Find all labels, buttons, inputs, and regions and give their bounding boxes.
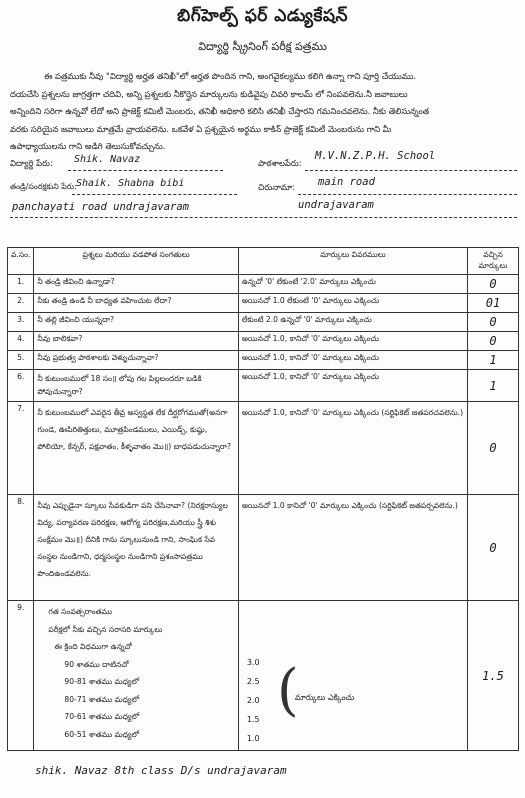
question-text: నీవు ఎప్పుడైనా స్కూలు సేవకుడిగా పని చేసినావా? (నిరక్షరాస్యుల విద్య, పర్యావరణ పరిరక్షణ, ఆరోగ్య పరిరక్షణ,మరియు స్త్రీ శిశు సంక్షేమం మొ॥) దీనికి గాను స్కూలునుండి గాని, సాంఘిక సేవ సంస్థల నుండిగాని, ధర్మసంస్థల నుండిగాని ప్రశంసాపత్రము పొందిఉండవలెను. bbox=[34, 495, 238, 601]
school-underline bbox=[305, 170, 517, 171]
question-text: నీ తండ్రి జీవించి ఉన్నాడా? bbox=[34, 275, 238, 294]
score-value: 2.0 bbox=[246, 696, 260, 705]
score-value: 1.5 bbox=[246, 715, 260, 724]
score-value: 3.0 bbox=[246, 658, 260, 667]
header-marks-obtained: వచ్చిన మార్కులు bbox=[468, 248, 519, 275]
address-underline bbox=[298, 194, 517, 195]
row-number: 9. bbox=[8, 601, 34, 751]
question-text: నీ కుటుంబములో ఎవరైన తీవ్ర అస్వస్థత లేక దీర్ఘరోగముతో(అనగా గుండె, ఊపిరితిత్తులు, మూత్రపిండములు, ఎయిడ్స్, కుష్ఠు, పోలియో, కేన్సర్, పక్షవాతం, కీళ్ళవాతం మొ॥) బాధపడుచున్నారా? bbox=[34, 402, 238, 495]
grade-line: 60-51 శాతము మధ్యలో bbox=[64, 729, 140, 739]
row-number: 1. bbox=[8, 275, 34, 294]
score-value: 1.0 bbox=[246, 734, 260, 743]
question-text bbox=[34, 601, 238, 751]
marks-obtained[interactable]: 0 bbox=[468, 332, 519, 351]
guardian-name-value[interactable]: Shaik. Shabna bibi bbox=[76, 178, 185, 189]
address-line2-underline bbox=[10, 217, 517, 218]
marks-obtained[interactable]: 0 bbox=[468, 495, 519, 601]
marks-instruction: మార్కులు ఎక్కించు bbox=[294, 693, 355, 702]
row-number: 6. bbox=[8, 370, 34, 402]
handwritten-footer: shik. Navaz 8th class D/s undrajavaram bbox=[35, 764, 287, 777]
grade-line: గత సంవత్సరాంతము bbox=[48, 607, 113, 616]
address-label: చిరునామా: bbox=[258, 182, 296, 192]
grade-line: 90-81 శాతము మధ్యలో bbox=[64, 677, 140, 686]
marks-obtained[interactable]: 1 bbox=[468, 351, 519, 370]
question-text: నీకు తండ్రి ఉండి నీ బాధ్యత వహించుట లేదా? bbox=[34, 294, 238, 313]
guardian-underline bbox=[72, 194, 237, 195]
form-title: బిగ్‌హెల్ప్ ఫర్ ఎడ్యుకేషన్ bbox=[177, 6, 348, 26]
guardian-label: తండ్రి/సంరక్షకుని పేరు: bbox=[10, 182, 77, 191]
screening-table bbox=[7, 247, 519, 751]
score-value: 2.5 bbox=[246, 677, 260, 686]
row-number: 8. bbox=[8, 495, 34, 601]
marks-rule: అయినచో 1.0, కానిచో '0' మార్కులు ఎక్కించు (సర్టిఫికెట్ జతపరచవలెను.) bbox=[238, 402, 467, 495]
header-marks-details: మార్కులు వివరములు bbox=[238, 248, 467, 275]
score-list bbox=[247, 653, 260, 748]
header-question: ప్రశ్నలు మరియు వడపోత సంగతులు bbox=[34, 248, 238, 275]
marks-rule: లేకుంటే 2.0 ఉన్నచో '0' మార్కులు ఎక్కించు bbox=[238, 313, 467, 332]
address-line3-value[interactable]: undrajavaram bbox=[298, 199, 374, 211]
address-line2-value[interactable]: panchayati road undrajavaram bbox=[12, 201, 190, 213]
marks-rule: అయినచో 1.0, కానిచో '0' మార్కులు ఎక్కించు bbox=[238, 370, 467, 402]
instructions bbox=[10, 68, 516, 156]
marks-obtained[interactable]: 1 bbox=[468, 370, 519, 402]
row-number: 5. bbox=[8, 351, 34, 370]
marks-obtained[interactable]: 0 bbox=[468, 313, 519, 332]
marks-rule: ఉన్నచో '0' లేకుంటే '2.0' మార్కులు ఎక్కించు bbox=[238, 275, 467, 294]
marks-rule: అయినచో 1.0, కానిచో '0' మార్కులు ఎక్కించు bbox=[238, 351, 467, 370]
instruction-line: వరకు సరియైన జవాబులు మాత్రమే వ్రాయవలెను. ఒకవేళ ఏ ప్రశ్నయైన అర్థము కాకిన్ ప్రాజెక్ట్ కమిటీ మెంబరును గాని మీ bbox=[10, 123, 392, 134]
grade-line: 90 శాతము దాటినచో bbox=[64, 659, 129, 669]
row-number: 3. bbox=[8, 313, 34, 332]
question-text: నీ కుటుంబములో 18 సం॥ లోపు గల పిల్లలందరూ బడికి పోవుచున్నారా? bbox=[34, 370, 238, 402]
form-subtitle: విద్యార్థి స్క్రీనింగ్ పరీక్ష పత్రము bbox=[198, 40, 327, 53]
row-number: 7. bbox=[8, 402, 34, 495]
grade-line: ఈ క్రింది విధముగా ఉన్నచో bbox=[54, 642, 132, 651]
student-name-value[interactable]: Shik. Navaz bbox=[74, 154, 141, 165]
marks-obtained[interactable]: 0 bbox=[468, 402, 519, 495]
instruction-line: ఉపాధ్యాయులను గాని అడిగి తెలుసుకోవచ్చును. bbox=[10, 141, 166, 151]
row-number: 4. bbox=[8, 332, 34, 351]
question-text: నీవు బాలికవా? bbox=[34, 332, 238, 351]
row-number: 2. bbox=[8, 294, 34, 313]
brace-symbol: ( bbox=[276, 658, 299, 723]
marks-rule: అయినచో 1.0 లేకుంటే '0' మార్కులు ఎక్కించు bbox=[238, 294, 467, 313]
marks-obtained[interactable]: 1.5 bbox=[468, 601, 519, 751]
school-label: పాఠశాలపేరు: bbox=[258, 158, 302, 168]
marks-obtained[interactable]: 01 bbox=[468, 294, 519, 313]
grade-line: పరీక్షలో నీకు వచ్చిన సరాసరి మార్కులు bbox=[48, 624, 163, 634]
marks-rule: అయినచో 1.0, కానిచో '0' మార్కులు ఎక్కించు bbox=[238, 332, 467, 351]
question-text: నీ తల్లి జీవించి యున్నదా? bbox=[34, 313, 238, 332]
address-value[interactable]: main road bbox=[318, 176, 375, 188]
name-underline bbox=[68, 170, 223, 171]
school-name-value[interactable]: M.V.N.Z.P.H. School bbox=[315, 150, 436, 162]
grade-line: 70-61 శాతము మధ్యలో bbox=[64, 712, 140, 721]
question-text: నీవు ప్రభుత్వ పాఠశాలకు వెళ్ళుచున్నావా? bbox=[34, 351, 238, 370]
marks-obtained[interactable]: 0 bbox=[468, 275, 519, 294]
instruction-line: దయచేసి ప్రశ్నలను జాగ్రత్తగా చదివి, అన్ని ప్రశ్నలకు నీకొర్తైన మార్కులను కుడివైపు చివరి కాలమ్ లో నింపవలెను.నీ జవాబులు bbox=[10, 88, 408, 99]
marks-rule: అయినచో 1.0 కానిచో '0' మార్కులు ఎక్కించు (సర్టిఫికెట్ జతపర్చవలెను.) bbox=[238, 495, 467, 601]
name-label: విద్యార్థి పేరు: bbox=[10, 158, 53, 168]
header-serial: వ.సం. bbox=[8, 248, 34, 275]
grade-line: 80-71 శాతము మధ్యలో bbox=[64, 694, 140, 704]
instruction-line: ఈ పత్రముకు నీవు "విద్యార్థి అర్హత తనిఖీ"లో అర్హత పొందిన గాని, అంగవైకల్యము కలిగి ఉన్నా గాని పూర్తి చేయుము. bbox=[44, 71, 417, 81]
instruction-line: అన్నిందిని సరిగా ఉన్నవో లేదో అని ప్రాజెక్ట్ కమిటీ మెంబరు, తనిఖీ అధికారి కలిసి తనిఖీ చేస్తారని గమనించవలెను. నీకు తెలిసున్నంత bbox=[10, 106, 430, 116]
marks-rule bbox=[238, 601, 467, 751]
